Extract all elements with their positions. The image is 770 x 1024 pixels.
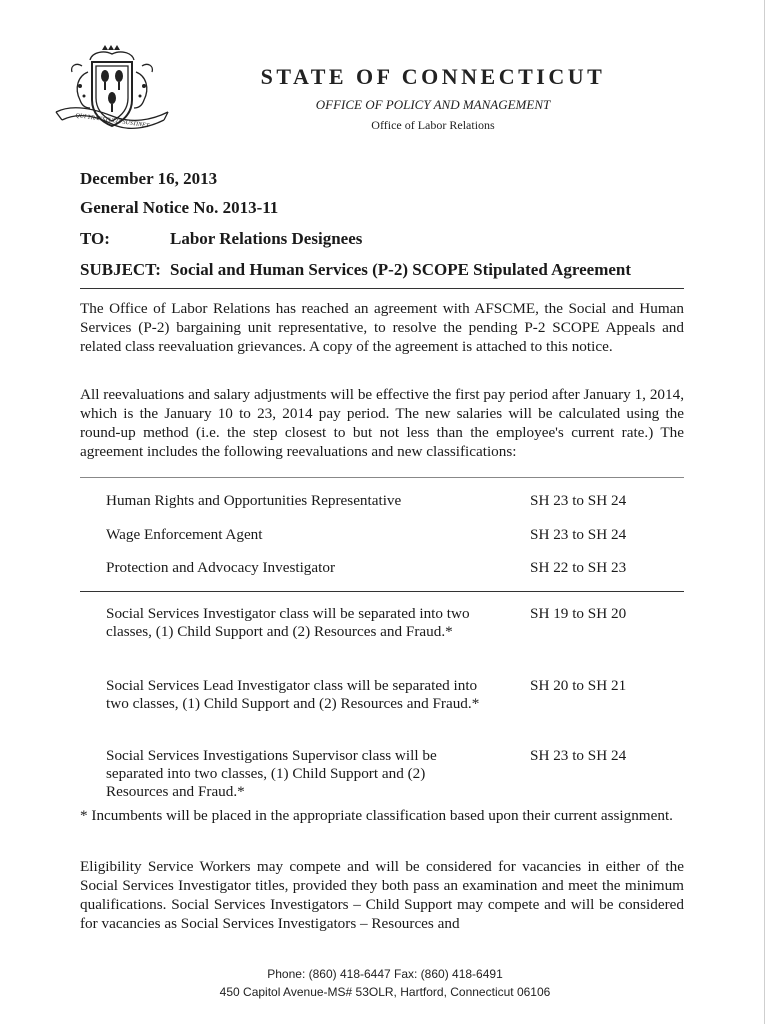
notice-to-line [80, 229, 362, 249]
reeval-range: SH 23 to SH 24 [530, 526, 627, 543]
footer-address: 450 Capitol Avenue-MS# 53OLR, Hartford, Connecticut 06106 [219, 985, 551, 999]
notice-number: General Notice No. 2013-11 [80, 198, 279, 217]
notice-date: December 16, 2013 [80, 169, 218, 188]
reeval-title: Wage Enforcement Agent [106, 526, 263, 543]
footer-phone: Phone: (860) 418-6447 Fax: (860) 418-6491 [267, 967, 503, 981]
body-paragraph-1: The Office of Labor Relations has reached an agreement with AFSCME, the Social and Human Services (P-2) bargaining unit representative, to resolve the pending P-2 SCOPE Appeals and related class reevaluation grievances. A copy of the agreement is attached to this notice. [80, 300, 684, 355]
new-class-title: Social Services Investigator class will be separated into two classes, (1) Child Support and (2) Resources and Fraud.* [106, 605, 470, 640]
reeval-range: SH 22 to SH 23 [530, 559, 627, 576]
reeval-title: Human Rights and Opportunities Representative [106, 492, 402, 509]
new-class-title: Social Services Lead Investigator class will be separated into two classes, (1) Child Support and (2) Resources and Fraud.* [106, 677, 480, 712]
scan-edge-line [764, 0, 765, 1024]
table-top-divider [80, 477, 684, 478]
new-class-title: Social Services Investigations Supervisor class will be separated into two classes, (1) Child Support and (2) Resources and Fraud.* [106, 747, 437, 800]
notice-subject-line [80, 260, 631, 280]
subject-label: SUBJECT: [80, 260, 161, 279]
new-class-range: SH 19 to SH 20 [530, 605, 627, 622]
new-class-range: SH 23 to SH 24 [530, 747, 627, 764]
closing-paragraph: Eligibility Service Workers may compete and will be considered for vacancies in either of the Social Services Investigator titles, provided they both pass an examination and meet the minimum qualifications. Social Services Investigators – Child Support may compete and will be considered for vacancies as Social Services Investigators – Resources and [80, 858, 684, 932]
header-divider [80, 288, 684, 289]
table-mid-divider [80, 591, 684, 592]
to-label: TO: [80, 229, 110, 248]
reeval-title: Protection and Advocacy Investigator [106, 559, 336, 576]
footnote: * Incumbents will be placed in the appropriate classification based upon their current assignment. [80, 807, 673, 824]
letterhead-office: OFFICE OF POLICY AND MANAGEMENT [315, 97, 551, 112]
letterhead-state-title: STATE OF CONNECTICUT [260, 64, 606, 89]
seal-ribbon-text: QUI TRANSTULIT SUSTINET [74, 112, 150, 130]
to-value: Labor Relations Designees [170, 229, 363, 248]
new-class-range: SH 20 to SH 21 [530, 677, 627, 694]
subject-value: Social and Human Services (P-2) SCOPE Stipulated Agreement [170, 260, 632, 279]
letterhead-division: Office of Labor Relations [371, 118, 495, 132]
reeval-range: SH 23 to SH 24 [530, 492, 627, 509]
body-paragraph-2: All reevaluations and salary adjustments will be effective the first pay period after January 1, 2014, which is the January 10 to 23, 2014 pay period. The new salaries will be calculated using the round-up method (i.e. the step closest to but not less than the employee's current rate.) The agreement includes the following reevaluations and new classifications: [80, 386, 684, 460]
